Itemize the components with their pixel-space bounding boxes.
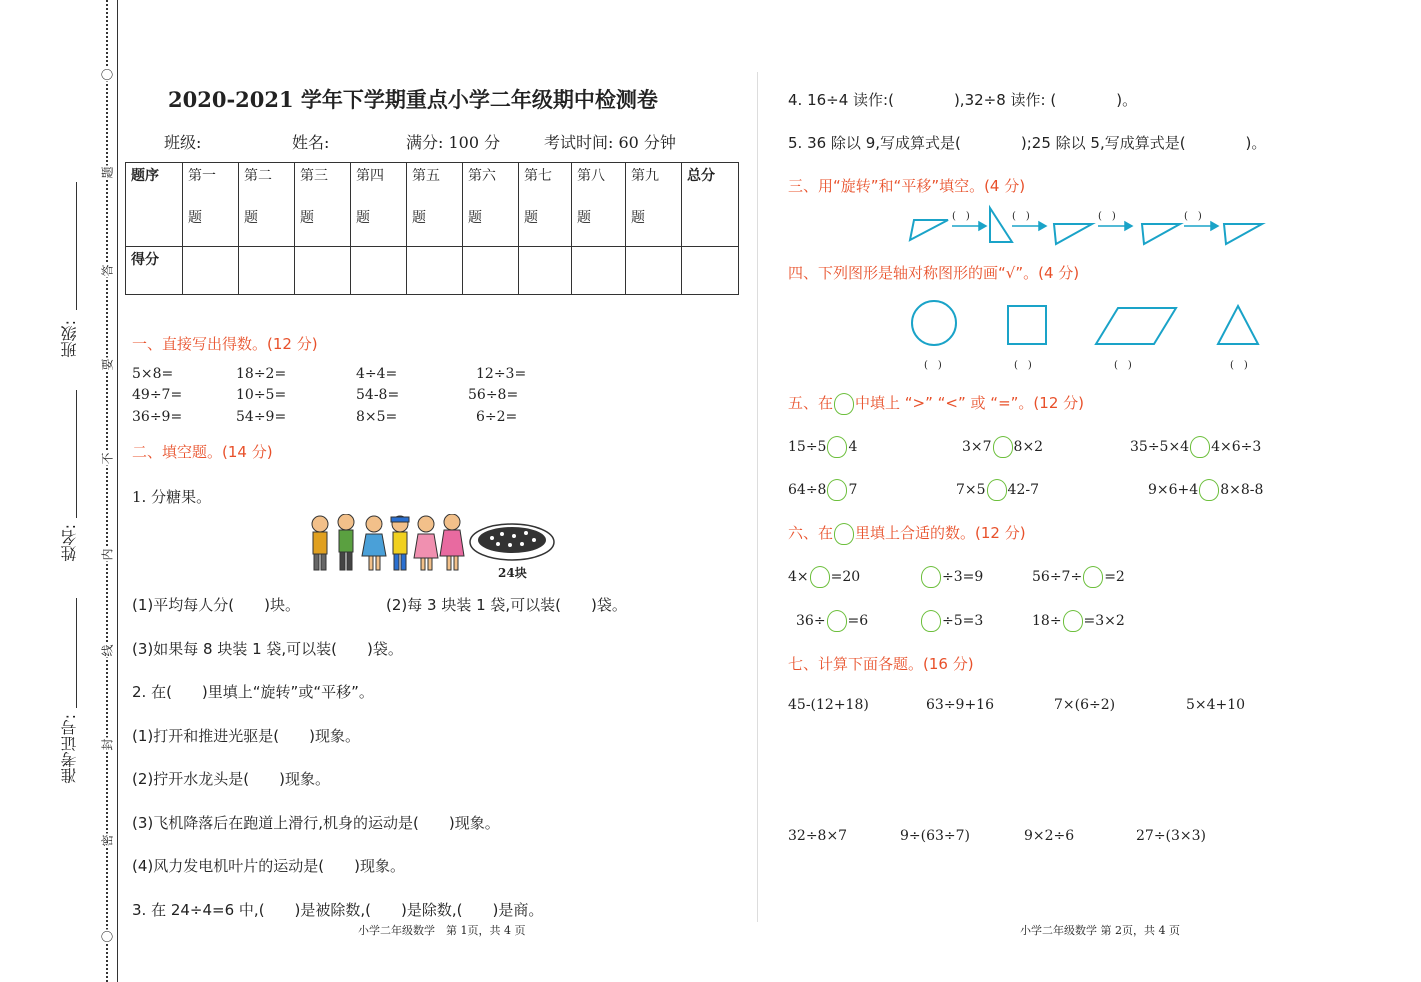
question-2-2-4: (4)风力发电机叶片的运动是( )现象。 xyxy=(132,857,405,875)
compute-item: 5×4+10 xyxy=(1186,697,1246,713)
table-col: 第四 题 xyxy=(351,163,407,247)
name-fill-line[interactable] xyxy=(76,390,77,518)
info-exam-time: 考试时间: 60 分钟 xyxy=(544,133,676,152)
score-cell[interactable] xyxy=(572,247,626,295)
fill-number-item: 36÷ =6 xyxy=(796,610,868,632)
table-col: 第三 题 xyxy=(295,163,351,247)
symmetry-shapes-figure xyxy=(906,298,1266,348)
score-cell[interactable] xyxy=(295,247,351,295)
table-col: 第五 题 xyxy=(407,163,463,247)
score-table xyxy=(125,162,739,295)
compute-item: 63÷9+16 xyxy=(926,697,994,713)
info-full-score: 满分: 100 分 xyxy=(406,133,501,152)
leaf-blank-icon[interactable] xyxy=(1199,479,1219,501)
table-head-order: 题序 xyxy=(126,163,183,247)
page-divider xyxy=(757,72,758,922)
seal-char: 〇 xyxy=(100,68,115,81)
compute-item: 32÷8×7 xyxy=(788,828,848,844)
score-cell[interactable] xyxy=(407,247,463,295)
leaf-blank-icon xyxy=(834,393,854,415)
fill-number-item: ÷5=3 xyxy=(920,610,983,632)
question-2-2-2: (2)拧开水龙头是( )现象。 xyxy=(132,770,330,788)
calc-item: 54-8= xyxy=(356,387,400,403)
margin-class-label: 班级: xyxy=(60,320,79,358)
margin-exam-id-label: 准考证号: xyxy=(60,714,79,784)
leaf-blank-icon[interactable] xyxy=(921,610,941,632)
transform-answer-blank[interactable]: ( ) xyxy=(1098,211,1116,222)
question-2-5: 5. 36 除以 9,写成算式是( );25 除以 5,写成算式是( )。 xyxy=(788,134,1267,152)
children-illustration xyxy=(306,514,466,576)
score-cell[interactable] xyxy=(626,247,682,295)
compare-item: 9×6+4 8×8-8 xyxy=(1148,479,1263,501)
leaf-blank-icon[interactable] xyxy=(987,479,1007,501)
compare-item: 64÷8 7 xyxy=(788,479,857,501)
table-col: 第九 题 xyxy=(626,163,682,247)
section-2-title: 二、填空题。(14 分) xyxy=(132,443,273,461)
leaf-blank-icon[interactable] xyxy=(810,566,830,588)
seal-char: 密 xyxy=(100,834,115,847)
question-2-4: 4. 16÷4 读作:( ),32÷8 读作: ( )。 xyxy=(788,91,1138,109)
compute-item: 9×2÷6 xyxy=(1024,828,1075,844)
seal-char: 〇 xyxy=(100,930,115,943)
leaf-blank-icon[interactable] xyxy=(1190,436,1210,458)
page-footer-right: 小学二年级数学 第 2页，共 4 页 xyxy=(1020,924,1180,937)
symmetry-answer-blank[interactable]: ( ) xyxy=(924,360,942,371)
compare-item: 3×7 8×2 xyxy=(962,436,1043,458)
leaf-blank-icon[interactable] xyxy=(827,610,847,632)
seal-char: 题 xyxy=(100,166,115,179)
score-cell[interactable] xyxy=(519,247,572,295)
calc-item: 18÷2= xyxy=(236,366,287,382)
fill-number-item: 56÷7÷ =2 xyxy=(1032,566,1125,588)
leaf-blank-icon[interactable] xyxy=(827,479,847,501)
score-cell[interactable] xyxy=(682,247,739,295)
leaf-blank-icon[interactable] xyxy=(1083,566,1103,588)
calc-item: 56÷8= xyxy=(468,387,519,403)
class-fill-line[interactable] xyxy=(76,182,77,310)
table-col: 第七 题 xyxy=(519,163,572,247)
fill-number-item: ÷3=9 xyxy=(920,566,983,588)
symmetry-answer-blank[interactable]: ( ) xyxy=(1230,360,1248,371)
question-2-2-3: (3)飞机降落后在跑道上滑行,机身的运动是( )现象。 xyxy=(132,814,500,832)
seal-char: 答 xyxy=(100,264,115,277)
table-col: 第一 题 xyxy=(183,163,239,247)
section-4-title: 四、下列图形是轴对称图形的画“√”。(4 分) xyxy=(788,264,1080,282)
seal-char: 要 xyxy=(100,358,115,371)
table-head-total: 总分 xyxy=(682,163,739,247)
seal-char: 内 xyxy=(100,548,115,561)
seal-solid-line xyxy=(117,0,118,982)
calc-item: 54÷9= xyxy=(236,409,287,425)
leaf-blank-icon[interactable] xyxy=(921,566,941,588)
page-footer-left: 小学二年级数学 第 1页，共 4 页 xyxy=(358,924,526,937)
calc-item: 36÷9= xyxy=(132,409,183,425)
question-2-1-3: (3)如果每 8 块装 1 袋,可以装( )袋。 xyxy=(132,640,403,658)
score-cell[interactable] xyxy=(183,247,239,295)
compute-item: 7×(6÷2) xyxy=(1054,697,1116,713)
transform-answer-blank[interactable]: ( ) xyxy=(952,211,970,222)
symmetry-answer-blank[interactable]: ( ) xyxy=(1114,360,1132,371)
calc-item: 12÷3= xyxy=(476,366,527,382)
section-7-title: 七、计算下面各题。(16 分) xyxy=(788,655,974,673)
compute-item: 9÷(63÷7) xyxy=(900,828,971,844)
transform-answer-blank[interactable]: ( ) xyxy=(1184,211,1202,222)
fill-number-item: 18÷ =3×2 xyxy=(1032,610,1125,632)
candy-count-label: 24块 xyxy=(498,566,527,580)
section-6-title: 六、在 里填上合适的数。(12 分) xyxy=(788,522,1026,545)
calc-item: 5×8= xyxy=(132,366,174,382)
question-2-2-1: (1)打开和推进光驱是( )现象。 xyxy=(132,727,360,745)
compare-item: 35÷5×4 4×6÷3 xyxy=(1130,436,1261,458)
table-col: 第八 题 xyxy=(572,163,626,247)
question-2-1-1: (1)平均每人分( )块。 xyxy=(132,596,300,614)
question-2-1-2: (2)每 3 块装 1 袋,可以装( )袋。 xyxy=(386,596,627,614)
section-1-title: 一、直接写出得数。(12 分) xyxy=(132,335,318,353)
leaf-blank-icon[interactable] xyxy=(1063,610,1083,632)
score-cell[interactable] xyxy=(239,247,295,295)
exam-id-fill-line[interactable] xyxy=(76,598,77,708)
candy-plate-icon xyxy=(468,516,556,562)
fill-number-item: 4× =20 xyxy=(788,566,860,588)
seal-char: 线 xyxy=(100,644,115,657)
info-name: 姓名: xyxy=(292,133,330,152)
leaf-blank-icon[interactable] xyxy=(993,436,1013,458)
leaf-blank-icon xyxy=(834,523,854,545)
calc-item: 49÷7= xyxy=(132,387,183,403)
leaf-blank-icon[interactable] xyxy=(827,436,847,458)
symmetry-answer-blank[interactable]: ( ) xyxy=(1014,360,1032,371)
question-2-3: 3. 在 24÷4=6 中,( )是被除数,( )是除数,( )是商。 xyxy=(132,901,544,919)
seal-char: 不 xyxy=(100,452,115,465)
exam-title: 2020-2021 学年下学期重点小学二年级期中检测卷 xyxy=(168,87,658,112)
calc-item: 8×5= xyxy=(356,409,398,425)
calc-item: 6÷2= xyxy=(476,409,518,425)
calc-item: 10÷5= xyxy=(236,387,287,403)
table-col: 第二 题 xyxy=(239,163,295,247)
table-col: 第六 题 xyxy=(463,163,519,247)
question-2-2: 2. 在( )里填上“旋转”或“平移”。 xyxy=(132,683,374,701)
score-cell[interactable] xyxy=(463,247,519,295)
table-head-score: 得分 xyxy=(126,247,183,295)
compare-item: 15÷5 4 xyxy=(788,436,857,458)
compare-item: 7×5 42-7 xyxy=(956,479,1039,501)
compute-item: 27÷(3×3) xyxy=(1136,828,1207,844)
info-class: 班级: xyxy=(164,133,202,152)
compute-item: 45-(12+18) xyxy=(788,697,869,713)
question-2-1: 1. 分糖果。 xyxy=(132,488,212,506)
transform-answer-blank[interactable]: ( ) xyxy=(1012,211,1030,222)
calc-item: 4÷4= xyxy=(356,366,398,382)
seal-char: 封 xyxy=(100,738,115,751)
section-3-title: 三、用“旋转”和“平移”填空。(4 分) xyxy=(788,177,1026,195)
section-5-title: 五、在 中填上 “>” “<” 或 “=”。(12 分) xyxy=(788,392,1084,415)
margin-name-label: 姓名: xyxy=(60,524,79,562)
score-cell[interactable] xyxy=(351,247,407,295)
